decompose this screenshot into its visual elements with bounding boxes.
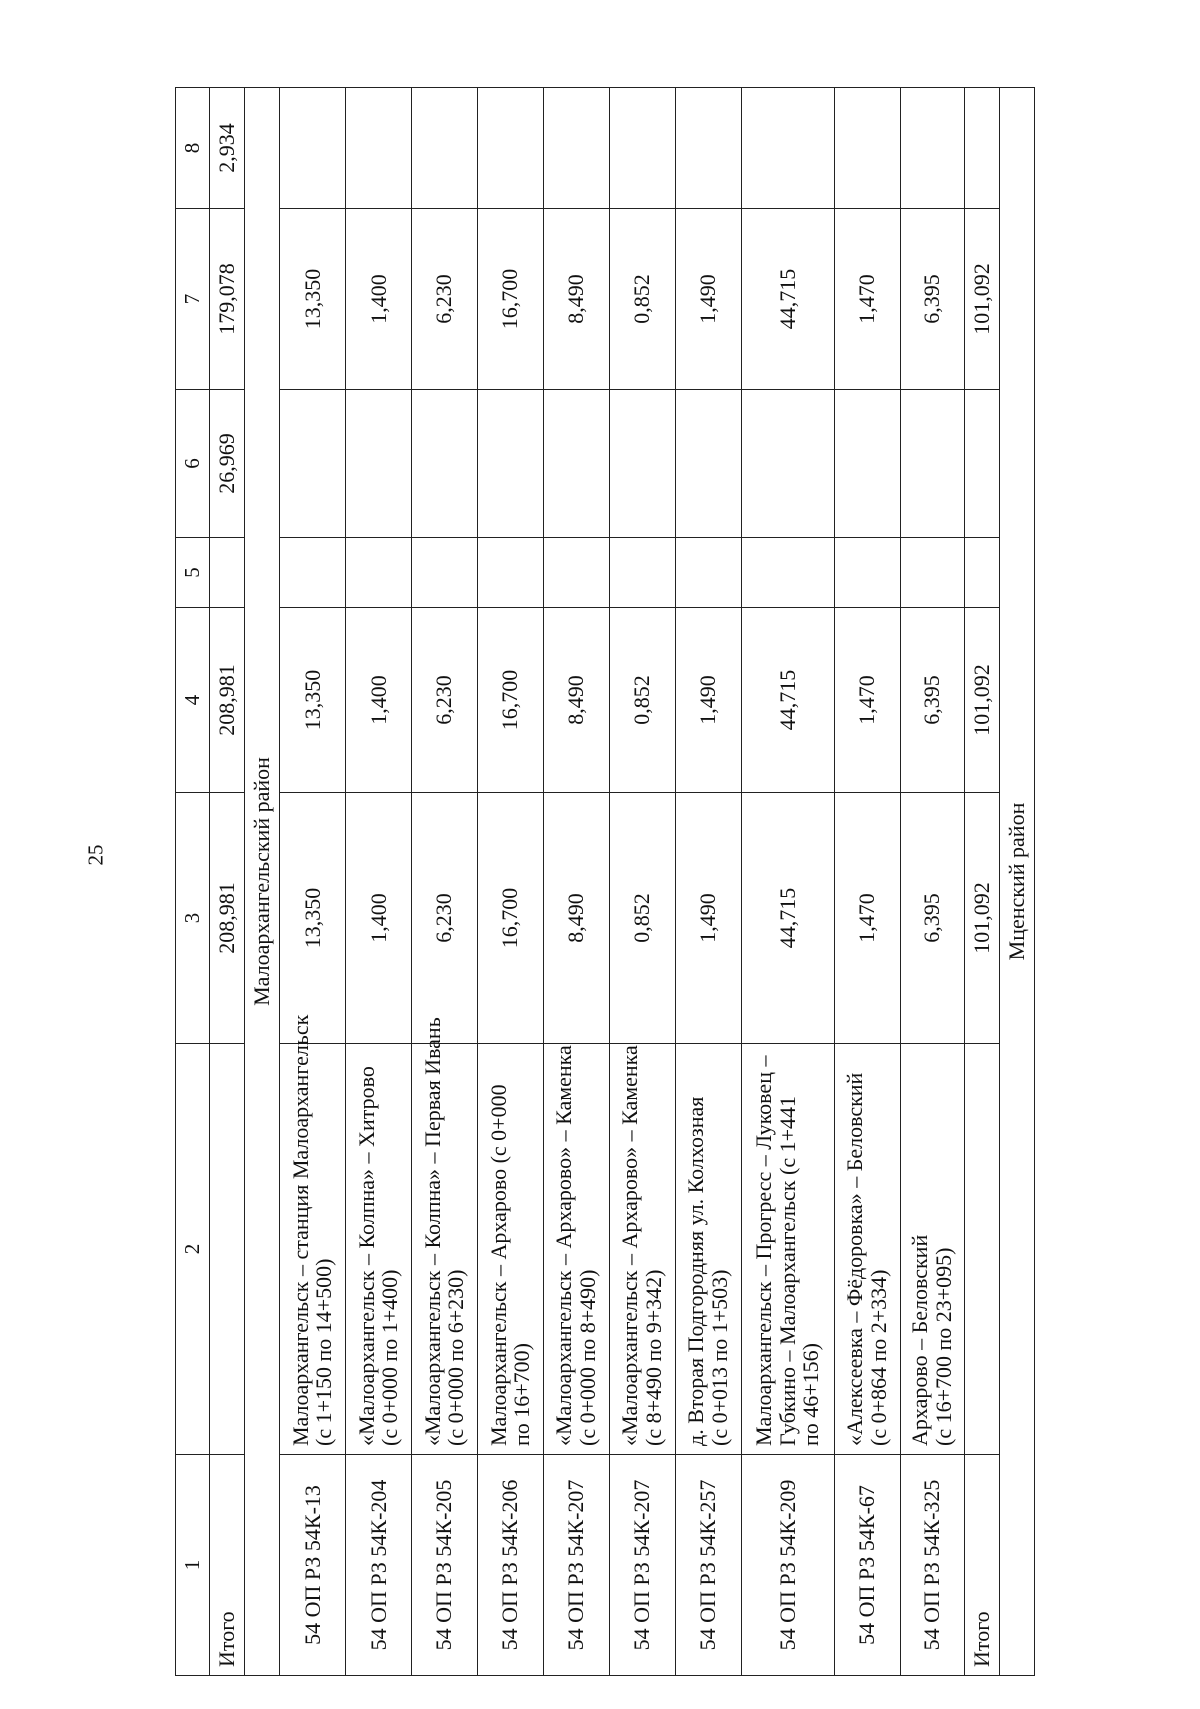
table-row [477, 88, 543, 1676]
road-name-cell [279, 1014, 345, 1455]
road-name-line: «Малоархангельск – Архарово» – Каменка [551, 1045, 577, 1446]
value-cell: 8,490 [543, 209, 609, 390]
header-cell: 1 [176, 1455, 210, 1676]
road-code-cell: 54 ОП РЗ 54К-209 [741, 1455, 834, 1676]
road-name-line: (с 0+864 по 2+334) [866, 1269, 892, 1446]
value-cell [345, 538, 411, 608]
total-cell [964, 538, 999, 608]
value-cell [675, 390, 741, 538]
road-name-line: (с 1+150 по 14+500) [311, 1258, 337, 1446]
value-cell: 13,350 [279, 209, 345, 390]
value-cell: 8,490 [543, 793, 609, 1044]
value-cell: 44,715 [741, 209, 834, 390]
total-cell: 208,981 [209, 793, 244, 1044]
value-cell: 1,490 [675, 793, 741, 1044]
value-cell [345, 88, 411, 209]
road-name-line: (с 0+013 по 1+503) [707, 1269, 733, 1446]
road-name-line: Губкино – Малоархангельск (с 1+441 [774, 1096, 800, 1446]
value-cell [477, 88, 543, 209]
value-cell: 1,470 [834, 209, 900, 390]
table-row [279, 88, 345, 1676]
header-cell: 2 [176, 1044, 210, 1455]
road-name-line: (с 0+000 по 1+400) [377, 1269, 403, 1446]
header-cell: 6 [176, 390, 210, 538]
value-cell [345, 390, 411, 538]
value-cell: 1,400 [345, 209, 411, 390]
value-cell: 8,490 [543, 608, 609, 793]
value-cell: 1,400 [345, 608, 411, 793]
header-cell: 5 [176, 538, 210, 608]
road-name-line: «Алексеевка – Фёдоровка» – Беловский [842, 1072, 868, 1446]
value-cell [900, 390, 964, 538]
table-row [609, 88, 675, 1676]
total-cell: 208,981 [209, 608, 244, 793]
table-body [176, 88, 1035, 1676]
road-register-table [175, 87, 1035, 1676]
value-cell [834, 390, 900, 538]
value-cell [741, 538, 834, 608]
table-row [675, 88, 741, 1676]
empty-cell [209, 1044, 244, 1455]
total-row [209, 88, 244, 1676]
total-cell: 2,934 [209, 88, 244, 209]
table-row [741, 88, 834, 1676]
total-cell: 101,092 [964, 608, 999, 793]
value-cell [411, 390, 477, 538]
road-name-line: (с 8+490 по 9+342) [641, 1269, 667, 1446]
road-name-cell [345, 1044, 411, 1455]
value-cell [543, 88, 609, 209]
value-cell [477, 538, 543, 608]
table-row [834, 88, 900, 1676]
district-row [999, 88, 1034, 1676]
header-cell: 3 [176, 793, 210, 1044]
road-name-cell [477, 1044, 543, 1455]
page-number: 25 [83, 844, 108, 866]
total-cell [964, 88, 999, 209]
road-code-cell: 54 ОП РЗ 54К-207 [543, 1455, 609, 1676]
value-cell [609, 88, 675, 209]
value-cell [900, 88, 964, 209]
road-name-line: (с 16+700 по 23+095) [931, 1247, 957, 1446]
road-name-line: (с 0+000 по 6+230) [443, 1269, 469, 1446]
road-name-line: по 16+700) [509, 1342, 535, 1446]
road-code-cell: 54 ОП РЗ 54К-257 [675, 1455, 741, 1676]
value-cell [543, 538, 609, 608]
total-cell: 179,078 [209, 209, 244, 390]
value-cell: 6,230 [411, 608, 477, 793]
value-cell: 1,490 [675, 209, 741, 390]
value-cell [834, 88, 900, 209]
road-code-cell: 54 ОП РЗ 54К-325 [900, 1455, 964, 1676]
road-name-line: д. Вторая Подгородняя ул. Колхозная [683, 1096, 709, 1446]
road-name-line: «Малоархангельск – Колпна» – Первая Ивань [419, 1017, 445, 1446]
district-heading: Малоархангельский район [244, 88, 279, 1676]
road-name-cell [543, 1044, 609, 1455]
value-cell: 6,230 [411, 793, 477, 1044]
value-cell: 16,700 [477, 608, 543, 793]
road-name-line: «Малоархангельск – Архарово» – Каменка [617, 1045, 643, 1446]
table-row [345, 88, 411, 1676]
total-cell: 26,969 [209, 390, 244, 538]
road-code-cell: 54 ОП РЗ 54К-13 [279, 1455, 345, 1676]
value-cell: 0,852 [609, 793, 675, 1044]
total-label: Итого [209, 1455, 244, 1676]
header-row [176, 88, 210, 1676]
road-name-line: Малоархангельск – Архарово (с 0+000 [485, 1084, 511, 1446]
header-cell: 8 [176, 88, 210, 209]
table-row [543, 88, 609, 1676]
road-name-cell [675, 1044, 741, 1455]
total-row [964, 88, 999, 1676]
value-cell: 16,700 [477, 793, 543, 1044]
value-cell: 44,715 [741, 608, 834, 793]
value-cell [741, 390, 834, 538]
road-name-cell [741, 1044, 834, 1455]
value-cell [900, 538, 964, 608]
value-cell [609, 538, 675, 608]
value-cell: 6,395 [900, 608, 964, 793]
total-cell: 101,092 [964, 793, 999, 1044]
road-name-line: по 46+156) [798, 1342, 824, 1446]
road-name-cell [834, 1044, 900, 1455]
value-cell [279, 538, 345, 608]
value-cell: 1,470 [834, 793, 900, 1044]
value-cell: 0,852 [609, 608, 675, 793]
value-cell: 6,395 [900, 793, 964, 1044]
value-cell [675, 538, 741, 608]
road-name-cell [411, 1017, 477, 1455]
table-row [900, 88, 964, 1676]
rotated-table-wrapper [175, 88, 1035, 1676]
road-code-cell: 54 ОП РЗ 54К-207 [609, 1455, 675, 1676]
value-cell: 6,230 [411, 209, 477, 390]
district-row [244, 88, 279, 1676]
header-cell: 4 [176, 608, 210, 793]
header-cell: 7 [176, 209, 210, 390]
value-cell [279, 88, 345, 209]
value-cell: 1,490 [675, 608, 741, 793]
road-name-cell [609, 1044, 675, 1455]
value-cell [411, 88, 477, 209]
road-name-line: Малоархангельск – станция Малоархангельск [287, 1014, 313, 1446]
value-cell: 1,470 [834, 608, 900, 793]
road-code-cell: 54 ОП РЗ 54К-67 [834, 1455, 900, 1676]
value-cell [411, 538, 477, 608]
total-cell: 101,092 [964, 209, 999, 390]
road-code-cell: 54 ОП РЗ 54К-205 [411, 1455, 477, 1676]
value-cell: 16,700 [477, 209, 543, 390]
value-cell [609, 390, 675, 538]
value-cell [834, 538, 900, 608]
road-name-line: (с 0+000 по 8+490) [575, 1269, 601, 1446]
value-cell [477, 390, 543, 538]
value-cell: 13,350 [279, 608, 345, 793]
road-name-line: Малоархангельск – Прогресс – Луковец – [750, 1055, 776, 1446]
value-cell [279, 390, 345, 538]
total-label: Итого [964, 1455, 999, 1676]
road-name-line: «Малоархангельск – Колпна» – Хитрово [353, 1066, 379, 1446]
road-name-line: Архарово – Беловский [907, 1234, 933, 1446]
empty-cell [964, 1044, 999, 1455]
value-cell: 0,852 [609, 209, 675, 390]
value-cell: 44,715 [741, 793, 834, 1044]
value-cell [543, 390, 609, 538]
value-cell [675, 88, 741, 209]
total-cell [964, 390, 999, 538]
road-name-cell [900, 1044, 964, 1455]
total-cell [209, 538, 244, 608]
value-cell: 13,350 [279, 793, 345, 1044]
value-cell: 6,395 [900, 209, 964, 390]
value-cell: 1,400 [345, 793, 411, 1044]
table-row [411, 88, 477, 1676]
value-cell [741, 88, 834, 209]
road-code-cell: 54 ОП РЗ 54К-206 [477, 1455, 543, 1676]
road-code-cell: 54 ОП РЗ 54К-204 [345, 1455, 411, 1676]
district-heading: Мценский район [999, 88, 1034, 1676]
